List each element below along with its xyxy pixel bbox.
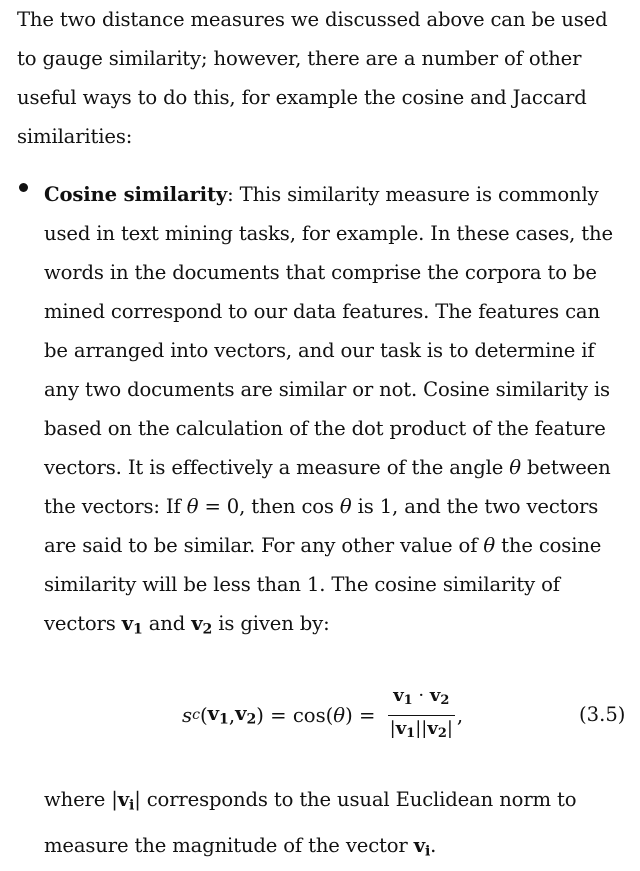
eq-vector-v2: v2 xyxy=(235,702,257,728)
equation-number: (3.5) xyxy=(579,703,626,726)
eq-denominator: |v1||v2| xyxy=(389,717,453,741)
intro-paragraph: The two distance measures we discussed above can be used to gauge similarity; however, there are a number of other useful ways to do this, for example the cosine and Jaccard similarities: xyxy=(17,8,608,148)
eq-subscript-c: c xyxy=(192,707,200,723)
text-segment: is 1, and the two vectors are said to be similar. For any other value of xyxy=(44,495,599,557)
vector-vi: vi xyxy=(117,788,135,814)
abs-bar: | xyxy=(111,788,118,811)
eq-s: s xyxy=(182,703,193,727)
text-segment: corresponds to the usual Euclidean norm to measure the magnitude of the vector xyxy=(44,788,577,857)
cosine-similarity-equation xyxy=(182,685,463,745)
text-segment: = 0, then cos xyxy=(198,495,340,518)
theta-symbol: θ xyxy=(483,534,496,557)
eq-theta: θ xyxy=(333,703,346,727)
text-segment: the cosine similarity will be less than 1. The cosine similarity of vectors xyxy=(44,534,602,635)
eq-vector-v1: v1 xyxy=(207,702,229,728)
text-segment: : This similarity measure is commonly used in text mining tasks, for example. In these cases, the words in the documents that comprise the corpora to be mined correspond to our data features. The features can be arranged into vectors, and our task is to determine if any two documents are similar or not. Cosine similarity is based on the calculation of the dot product of the feature vectors. It is effectively a measure of the angle xyxy=(44,183,613,479)
term-cosine-similarity: Cosine similarity xyxy=(44,183,228,206)
eq-open-paren: ( xyxy=(199,703,208,727)
eq-fraction xyxy=(388,685,455,744)
text-segment: where xyxy=(44,788,112,811)
text-segment: and xyxy=(142,612,192,635)
vector-v1: v1 xyxy=(121,612,143,638)
theta-symbol: θ xyxy=(509,456,521,479)
eq-close-paren: ) xyxy=(256,703,264,727)
theta-symbol: θ xyxy=(186,495,199,518)
eq-close-equals: ) = xyxy=(345,703,382,727)
abs-bar: | xyxy=(134,788,141,811)
text-segment: between the vectors: If xyxy=(44,456,611,518)
bullet-point-icon xyxy=(19,183,28,192)
vector-v2: v2 xyxy=(191,612,213,638)
eq-numerator: v1 · v2 xyxy=(393,685,450,709)
cosine-similarity-paragraph xyxy=(44,175,628,650)
text-segment: . xyxy=(430,833,437,857)
norm-paragraph xyxy=(44,780,628,871)
vector-vi: vi xyxy=(413,833,431,860)
eq-comma: , xyxy=(228,703,236,727)
eq-equals-cos: = cos( xyxy=(263,703,334,727)
theta-symbol: θ xyxy=(339,495,352,518)
text-segment: is given by: xyxy=(212,612,330,635)
eq-trailing-comma: , xyxy=(456,703,464,727)
